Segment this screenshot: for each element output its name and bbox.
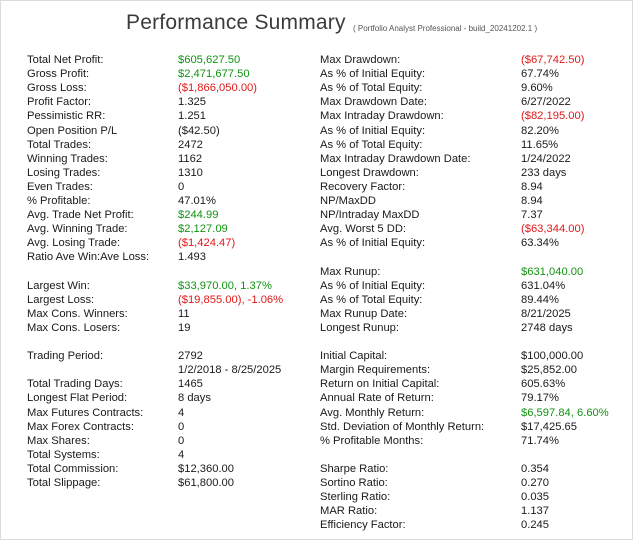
left-metric-label: Largest Loss: (27, 294, 95, 306)
left-metric-value: 47.01% (178, 195, 216, 207)
right-metric-label: Max Runup: (320, 266, 381, 278)
right-metric-label: Efficiency Factor: (320, 519, 406, 531)
left-metric-value: $33,970.00, 1.37% (178, 280, 272, 292)
left-metric-value: $605,627.50 (178, 54, 241, 66)
left-metric-value: ($42.50) (178, 125, 220, 137)
right-metric-value: 0.245 (521, 519, 549, 531)
right-metric-value: 8.94 (521, 195, 543, 207)
right-metric-value: $6,597.84, 6.60% (521, 407, 609, 419)
left-metric-value: 2472 (178, 139, 203, 151)
right-metric-value: 11.65% (521, 139, 559, 151)
right-metric-value: 2748 days (521, 322, 573, 334)
right-metric-label: Annual Rate of Return: (320, 392, 434, 404)
right-metric-value: 9.60% (521, 82, 553, 94)
left-metric-value: 1465 (178, 378, 203, 390)
left-metric-value: $12,360.00 (178, 463, 234, 475)
right-metric-label: As % of Total Equity: (320, 82, 423, 94)
left-metric-label: Trading Period: (27, 350, 104, 362)
left-metric-label: Longest Flat Period: (27, 392, 128, 404)
right-metric-value: 7.37 (521, 209, 543, 221)
right-metric-value: 67.74% (521, 68, 559, 80)
right-metric-label: Max Intraday Drawdown Date: (320, 153, 471, 165)
right-metric-value: $17,425.65 (521, 421, 577, 433)
right-metric-label: MAR Ratio: (320, 505, 378, 517)
left-metric-value: 11 (178, 308, 190, 320)
right-metric-label: Sterling Ratio: (320, 491, 391, 503)
left-metric-label: Avg. Winning Trade: (27, 223, 128, 235)
right-metric-label: As % of Initial Equity: (320, 68, 426, 80)
left-metric-label: Pessimistic RR: (27, 110, 106, 122)
left-metric-value: 1.493 (178, 251, 206, 263)
left-metric-label: Total Trading Days: (27, 378, 123, 390)
left-metric-label: Avg. Losing Trade: (27, 237, 121, 249)
right-metric-value: 79.17% (521, 392, 559, 404)
right-metric-label: Margin Requirements: (320, 364, 431, 376)
left-metric-label: Total Net Profit: (27, 54, 104, 66)
right-metric-value: $631,040.00 (521, 266, 584, 278)
left-metric-label: Open Position P/L (27, 125, 118, 137)
right-metric-value: 233 days (521, 167, 567, 179)
right-metric-value: 82.20% (521, 125, 559, 137)
left-metric-label: Max Cons. Losers: (27, 322, 121, 334)
right-metric-label: Initial Capital: (320, 350, 388, 362)
left-metric-value: $61,800.00 (178, 477, 234, 489)
left-metric-label: Ratio Ave Win:Ave Loss: (27, 251, 150, 263)
left-metric-label: % Profitable: (27, 195, 91, 207)
right-metric-label: Max Runup Date: (320, 308, 408, 320)
right-metric-value: 1.137 (521, 505, 549, 517)
left-metric-label: Gross Loss: (27, 82, 87, 94)
left-metric-value: 4 (178, 407, 185, 419)
right-metric-value: ($82,195.00) (521, 110, 585, 122)
left-metric-label: Gross Profit: (27, 68, 90, 80)
right-metric-label: Sharpe Ratio: (320, 463, 389, 475)
right-metric-label: Avg. Worst 5 DD: (320, 223, 407, 235)
right-metric-value: 0.354 (521, 463, 549, 475)
left-metric-value: ($1,424.47) (178, 237, 236, 249)
left-metric-label: Total Systems: (27, 449, 100, 461)
left-metric-value: 0 (178, 421, 185, 433)
right-metric-value: 63.34% (521, 237, 559, 249)
left-metric-value: 1.251 (178, 110, 206, 122)
right-metric-value: 605.63% (521, 378, 566, 390)
left-metric-value: 0 (178, 435, 185, 447)
right-metric-value: 8.94 (521, 181, 543, 193)
right-metric-label: Max Intraday Drawdown: (320, 110, 444, 122)
left-metric-label: Largest Win: (27, 280, 90, 292)
left-metric-label: Max Forex Contracts: (27, 421, 134, 433)
right-metric-value: 0.035 (521, 491, 549, 503)
left-metric-value: 0 (178, 181, 185, 193)
right-metric-label: Max Drawdown: (320, 54, 401, 66)
left-metric-label: Profit Factor: (27, 96, 92, 108)
right-metric-label: Longest Runup: (320, 322, 399, 334)
left-metric-value: 1162 (178, 153, 203, 165)
left-metric-label: Total Commission: (27, 463, 119, 475)
right-metric-label: Longest Drawdown: (320, 167, 419, 179)
right-metric-value: 1/24/2022 (521, 153, 571, 165)
right-metric-label: NP/MaxDD (320, 195, 376, 207)
left-metric-value: ($19,855.00), -1.06% (178, 294, 284, 306)
right-metric-label: Max Drawdown Date: (320, 96, 427, 108)
right-metric-value: $25,852.00 (521, 364, 577, 376)
right-metric-value: 6/27/2022 (521, 96, 571, 108)
page-title: Performance Summary (126, 11, 346, 34)
left-metric-label: Winning Trades: (27, 153, 108, 165)
right-metric-label: Recovery Factor: (320, 181, 406, 193)
left-metric-value: $2,471,677.50 (178, 68, 250, 80)
right-metric-label: As % of Total Equity: (320, 139, 423, 151)
left-metric-value: ($1,866,050.00) (178, 82, 257, 94)
right-metric-label: As % of Initial Equity: (320, 125, 426, 137)
left-metric-value: 1310 (178, 167, 203, 179)
right-metric-label: Std. Deviation of Monthly Return: (320, 421, 485, 433)
right-metric-label: As % of Total Equity: (320, 294, 423, 306)
right-metric-value: 89.44% (521, 294, 559, 306)
left-metric-label: Avg. Trade Net Profit: (27, 209, 134, 221)
right-metric-label: NP/Intraday MaxDD (320, 209, 420, 221)
right-metric-value: ($67,742.50) (521, 54, 585, 66)
right-metric-label: Avg. Monthly Return: (320, 407, 425, 419)
right-metric-label: Return on Initial Capital: (320, 378, 440, 390)
left-metric-value: 2792 (178, 350, 203, 362)
left-metric-value: 4 (178, 449, 185, 461)
right-metric-value: 0.270 (521, 477, 549, 489)
left-metric-label: Max Cons. Winners: (27, 308, 128, 320)
left-metric-label: Max Shares: (27, 435, 90, 447)
right-metric-value: $100,000.00 (521, 350, 584, 362)
left-metric-label: Even Trades: (27, 181, 93, 193)
left-metric-value: $2,127.09 (178, 223, 228, 235)
right-metric-value: 71.74% (521, 435, 559, 447)
left-metric-label: Total Slippage: (27, 477, 101, 489)
left-metric-value: 8 days (178, 392, 211, 404)
left-metric-label: Losing Trades: (27, 167, 101, 179)
left-metric-value: 1.325 (178, 96, 206, 108)
left-metric-value: $244.99 (178, 209, 219, 221)
left-metric-value: 19 (178, 322, 191, 334)
right-metric-value: 631.04% (521, 280, 566, 292)
left-metric-value: 1/2/2018 - 8/25/2025 (178, 364, 282, 376)
right-metric-label: As % of Initial Equity: (320, 237, 426, 249)
left-metric-label: Total Trades: (27, 139, 92, 151)
right-metric-label: % Profitable Months: (320, 435, 424, 447)
left-metric-label: Max Futures Contracts: (27, 407, 144, 419)
right-metric-label: Sortino Ratio: (320, 477, 388, 489)
right-metric-value: ($63,344.00) (521, 223, 585, 235)
right-metric-value: 8/21/2025 (521, 308, 571, 320)
build-subtitle: ( Portfolio Analyst Professional - build_20241202.1 ) (353, 24, 538, 33)
right-metric-label: As % of Initial Equity: (320, 280, 426, 292)
